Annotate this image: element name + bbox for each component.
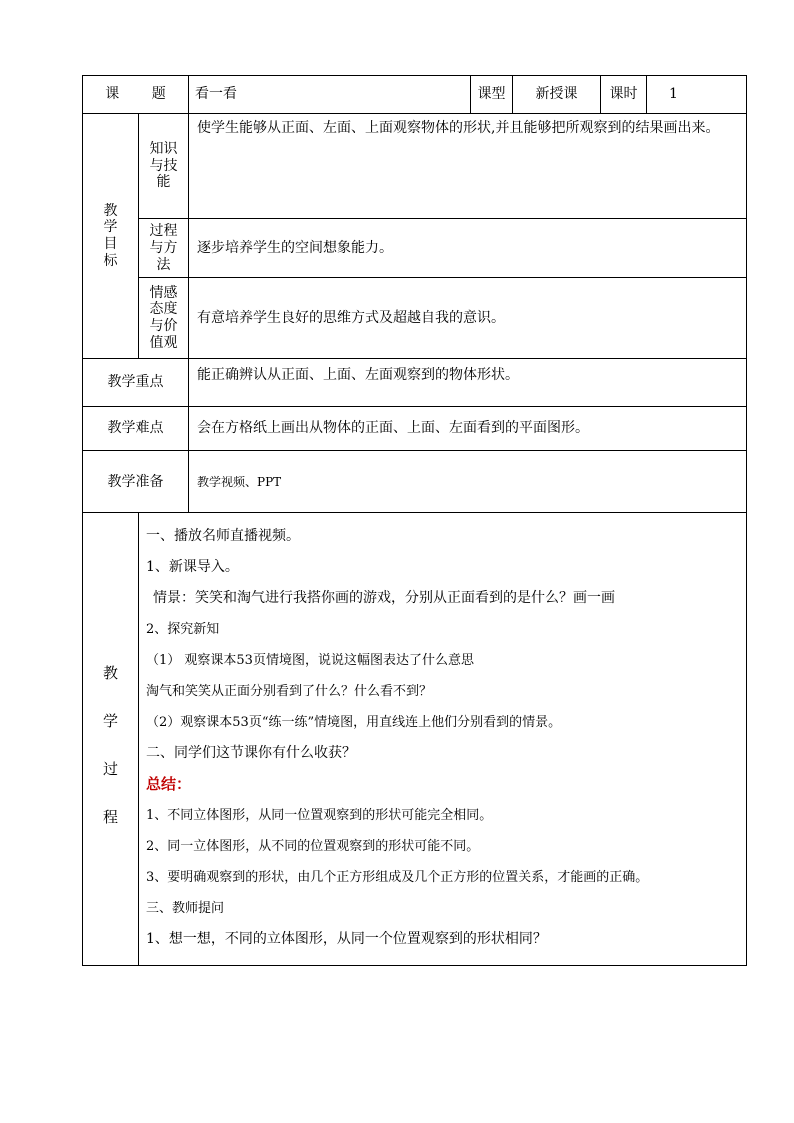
process-line: 2、同一立体图形，从不同的位置观察到的形状可能不同。 [146, 839, 480, 855]
topic-label: 课 题 [105, 86, 180, 103]
process-line: 三、教师提问 [146, 901, 225, 917]
key-point-row [83, 359, 747, 407]
process-label [83, 513, 139, 966]
process-label-char: 学 [102, 712, 118, 731]
goals-label-text: 教学目标 [103, 202, 118, 269]
process-method-label-text: 过程与方法 [149, 222, 178, 273]
process-line: 淘气和笑笑从正面分别看到了什么？什么看不到？ [146, 684, 433, 700]
lesson-hours-label: 课时 [601, 76, 647, 114]
process-line: 二、同学们这节课你有什么收获？ [146, 745, 356, 762]
process-label-char: 教 [102, 664, 118, 683]
process-line: 1、新课导入。 [146, 559, 239, 576]
difficult-point-text: 会在方格纸上画出从物体的正面、上面、左面看到的平面图形。 [189, 407, 747, 451]
process-label-char: 过 [102, 760, 118, 779]
goal-emotion-row [83, 278, 747, 359]
difficult-point-row [83, 407, 747, 451]
teaching-process-row [83, 513, 747, 966]
process-line: 2、探究新知 [146, 622, 220, 638]
preparation-text: 教学视频、PPT [189, 451, 747, 513]
goal-knowledge-row [83, 114, 747, 219]
header-row [83, 76, 747, 114]
lesson-type-label: 课型 [471, 76, 513, 114]
process-line: （1） 观察课本53页情境图，说说这幅图表达了什么意思 [146, 653, 474, 669]
topic-label-cell [83, 76, 189, 114]
process-line: （2）观察课本53页“练一练”情境图，用直线连上他们分别看到的情景。 [146, 715, 562, 731]
preparation-row [83, 451, 747, 513]
knowledge-skill-label [139, 114, 189, 219]
key-point-text: 能正确辨认从正面、上面、左面观察到的物体形状。 [189, 359, 747, 407]
emotion-attitude-label-text: 情感态度与价值观 [149, 284, 178, 352]
process-line: 1、不同立体图形，从同一位置观察到的形状可能完全相同。 [146, 808, 493, 824]
topic-value: 看一看 [189, 76, 471, 114]
emotion-attitude-label [139, 278, 189, 359]
process-line: 1、想一想，不同的立体图形，从同一个位置观察到的形状相同？ [146, 931, 547, 948]
knowledge-skill-text: 使学生能够从正面、左面、上面观察物体的形状,并且能够把所观察到的结果画出来。 [189, 114, 747, 219]
process-line: 3、要明确观察到的形状，由几个正方形组成及几个正方形的位置关系，才能画的正确。 [146, 870, 649, 886]
summary-heading: 总结： [146, 775, 192, 794]
process-label-char: 程 [102, 808, 118, 827]
process-content [139, 513, 747, 966]
goal-process-row [83, 219, 747, 278]
process-method-label [139, 219, 189, 278]
lesson-type-value: 新授课 [513, 76, 601, 114]
emotion-attitude-text: 有意培养学生良好的思维方式及超越自我的意识。 [189, 278, 747, 359]
difficult-point-label: 教学难点 [83, 407, 189, 451]
process-line: 一、播放名师直播视频。 [146, 528, 300, 545]
process-line: 情景：笑笑和淘气进行我搭你画的游戏，分别从正面看到的是什么？画一画 [153, 590, 615, 607]
process-method-text: 逐步培养学生的空间想象能力。 [189, 219, 747, 278]
preparation-label: 教学准备 [83, 451, 189, 513]
key-point-label: 教学重点 [83, 359, 189, 407]
lesson-plan-table [82, 75, 747, 966]
knowledge-skill-label-text: 知识与技能 [149, 140, 178, 191]
lesson-hours-value: 1 [647, 76, 747, 114]
goals-label [83, 114, 139, 359]
